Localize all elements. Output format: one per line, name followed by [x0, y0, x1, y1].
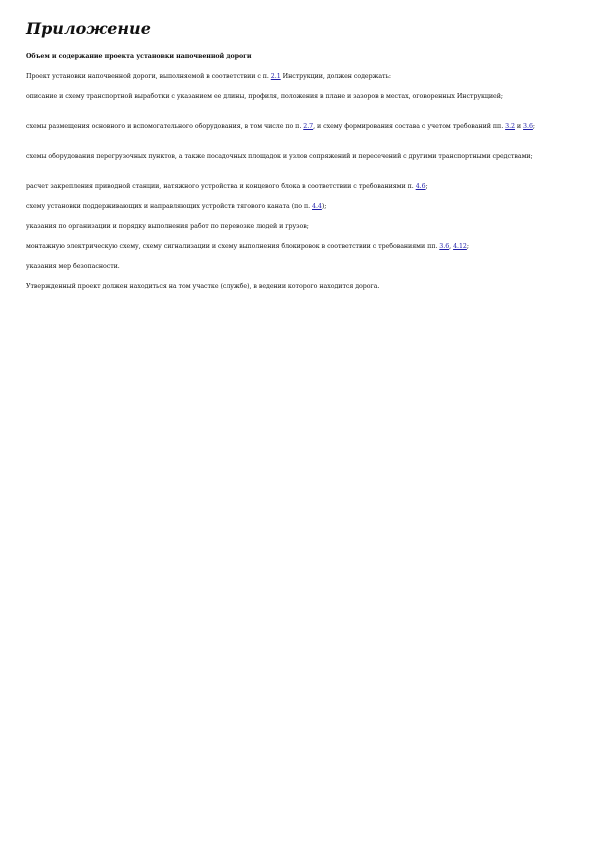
item-text: ; — [425, 183, 428, 190]
link-3-6-second[interactable]: 3.6 — [439, 243, 450, 250]
item-text: схему установки поддерживающих и направляющих устройств тягового каната (по п. — [26, 203, 312, 210]
link-2-7[interactable]: 2.7 — [303, 123, 314, 130]
list-item-rope-supports — [26, 202, 571, 212]
item-text: ; — [532, 123, 535, 130]
list-item-transfer-points: схемы оборудования перегрузочных пунктов, а также посадочных площадок и узлов сопряжений и пересечений с другими транспортными средствами; — [26, 153, 533, 160]
link-4-12[interactable]: 4.12 — [453, 243, 467, 250]
page-title: Приложение — [26, 19, 151, 38]
item-text: и — [514, 123, 524, 130]
list-item-anchoring-calculation — [26, 182, 571, 192]
link-2-1[interactable]: 2.1 — [270, 73, 281, 80]
list-item-equipment-layout — [26, 122, 571, 132]
item-text: , и схему формирования состава с учетом требований пп. — [313, 123, 506, 130]
section-subtitle: Объем и содержание проекта установки напочвенной дороги — [26, 53, 252, 60]
intro-text-after: Инструкции, должен содержать: — [280, 73, 391, 80]
list-item-safety-measures: указания мер безопасности. — [26, 263, 120, 270]
link-3-2[interactable]: 3.2 — [505, 123, 515, 130]
item-text: схемы размещения основного и вспомогательного оборудования, в том числе по п. — [26, 123, 304, 130]
closing-paragraph: Утвержденный проект должен находиться на том участке (службе), в ведении которого находится дорога. — [26, 283, 380, 290]
intro-text-before: Проект установки напочвенной дороги, выполняемой в соответствии с п. — [26, 73, 271, 80]
link-4-6[interactable]: 4.6 — [415, 183, 426, 190]
item-text: , — [449, 243, 454, 250]
item-text: расчет закрепления приводной станции, натяжного устройства и концевого блока в соответствии с требованиями п. — [26, 183, 416, 190]
list-item-route-description: описание и схему транспортной выработки с указанием ее длины, профиля, положения в плане и зазоров в местах, оговоренных Инструкцией; — [26, 93, 503, 100]
item-text: ); — [321, 203, 327, 210]
link-4-4[interactable]: 4.4 — [312, 203, 322, 210]
intro-paragraph — [26, 72, 571, 82]
list-item-work-organization: указания по организации и порядку выполнения работ по перевозке людей и грузов; — [26, 223, 309, 230]
item-text: ; — [466, 243, 469, 250]
list-item-electrical-scheme — [26, 242, 571, 252]
item-text: монтажную электрическую схему, схему сигнализации и схему выполнения блокировок в соответствии с требованиями пп. — [26, 243, 440, 250]
link-3-6[interactable]: 3.6 — [523, 123, 533, 130]
